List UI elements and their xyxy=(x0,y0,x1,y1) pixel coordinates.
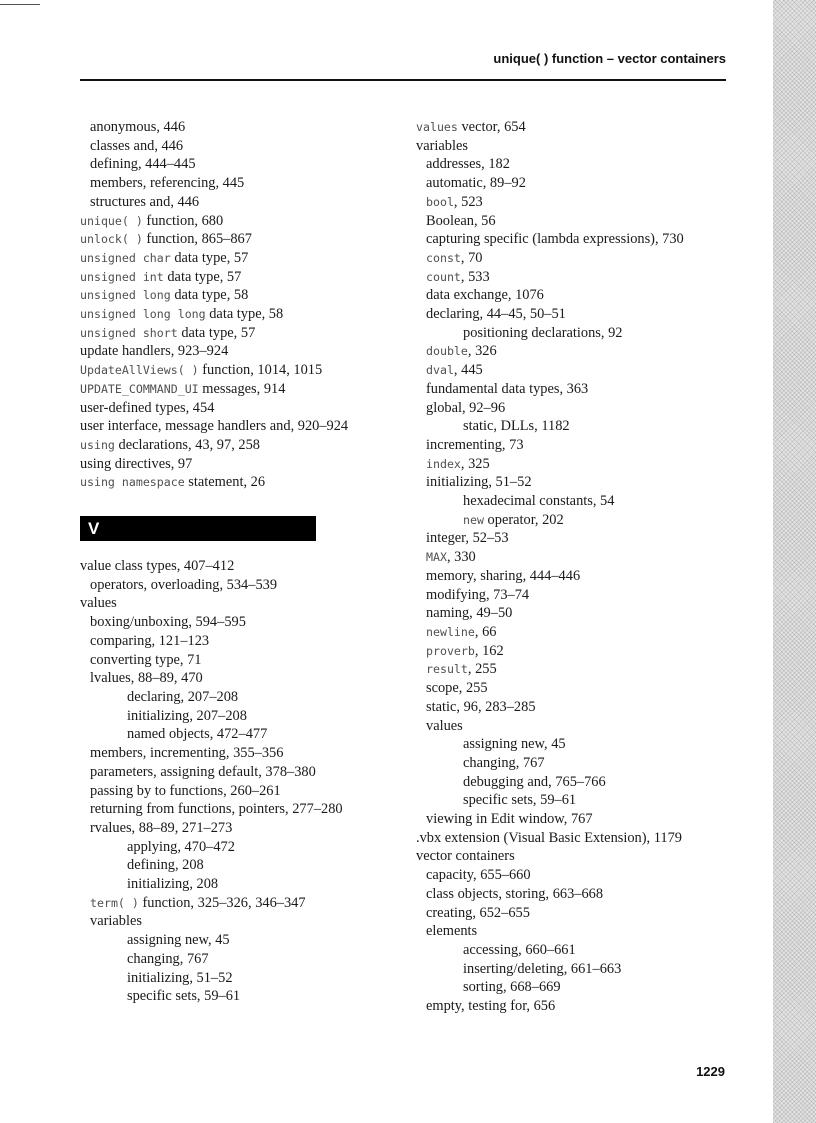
entry-text: user interface, message handlers and, 920–924 xyxy=(80,418,349,435)
index-entry xyxy=(416,922,766,941)
index-entry xyxy=(80,399,385,418)
index-entry xyxy=(80,557,385,576)
code-term: unsigned long long xyxy=(80,307,206,322)
index-entry xyxy=(80,417,385,436)
entry-text: declaring, 207–208 xyxy=(127,688,239,705)
entry-text: user-defined types, 454 xyxy=(80,399,215,416)
entry-text: boxing/unboxing, 594–595 xyxy=(90,614,246,631)
entry-text: data type, 58 xyxy=(170,287,249,304)
code-term: new xyxy=(463,512,484,527)
entry-text: operator, 202 xyxy=(483,511,564,528)
entry-text: .vbx extension (Visual Basic Extension), 1179 xyxy=(416,829,682,846)
index-entry xyxy=(80,782,385,801)
entry-text: initializing, 207–208 xyxy=(127,707,247,724)
section-heading-v: V xyxy=(80,516,316,541)
index-entry xyxy=(80,950,385,969)
running-head: unique( ) function – vector containers xyxy=(493,51,726,66)
entry-text: automatic, 89–92 xyxy=(426,175,526,192)
index-entry xyxy=(416,885,766,904)
entry-text: hexadecimal constants, 54 xyxy=(463,493,615,510)
entry-text: vector containers xyxy=(416,848,515,865)
index-entry xyxy=(80,361,385,380)
entries-section-v xyxy=(80,557,385,1006)
entry-text: addresses, 182 xyxy=(426,156,510,173)
entry-text: viewing in Edit window, 767 xyxy=(426,811,593,828)
code-term: values xyxy=(416,120,458,134)
entry-text: data type, 58 xyxy=(205,306,284,323)
entry-text: specific sets, 59–61 xyxy=(463,792,577,809)
entries-before-section xyxy=(80,118,385,492)
entry-text: operators, overloading, 534–539 xyxy=(90,576,278,593)
entry-text: modifying, 73–74 xyxy=(426,586,530,603)
entry-text: comparing, 121–123 xyxy=(90,632,210,649)
entry-text: classes and, 446 xyxy=(90,137,184,154)
code-term: proverb xyxy=(426,643,475,658)
entry-text: scope, 255 xyxy=(426,680,488,697)
entry-text: values xyxy=(426,717,463,734)
index-entry xyxy=(416,268,766,287)
code-term: unlock( ) xyxy=(80,232,143,247)
entry-text: positioning declarations, 92 xyxy=(463,324,623,341)
entry-text: memory, sharing, 444–446 xyxy=(426,567,581,584)
entry-text: naming, 49–50 xyxy=(426,605,513,622)
code-term: newline xyxy=(426,624,475,639)
entry-text: , 162 xyxy=(474,642,504,659)
entry-text: defining, 208 xyxy=(127,857,204,874)
index-entry xyxy=(80,249,385,268)
entry-text: empty, testing for, 656 xyxy=(426,998,556,1015)
index-entry xyxy=(416,978,766,997)
entry-text: static, 96, 283–285 xyxy=(426,698,536,715)
index-entry xyxy=(416,342,766,361)
index-entry xyxy=(80,688,385,707)
index-entry xyxy=(80,118,385,137)
entry-text: using directives, 97 xyxy=(80,455,193,472)
entry-text: function, 1014, 1015 xyxy=(198,362,323,379)
index-entry xyxy=(416,717,766,736)
index-entry xyxy=(80,912,385,931)
index-entry xyxy=(416,492,766,511)
index-entry xyxy=(80,473,385,492)
header-rule xyxy=(80,79,726,81)
index-entry xyxy=(80,725,385,744)
index-entry xyxy=(416,324,766,343)
code-term: unsigned char xyxy=(80,250,171,265)
index-column-right xyxy=(416,118,766,1016)
index-entry xyxy=(80,800,385,819)
entry-text: returning from functions, pointers, 277–280 xyxy=(90,801,343,818)
index-entry xyxy=(416,249,766,268)
entry-text: elements xyxy=(426,923,478,940)
index-entry xyxy=(80,380,385,399)
entry-text: changing, 767 xyxy=(463,754,545,771)
index-entry xyxy=(80,651,385,670)
index-entry xyxy=(416,829,766,848)
entry-text: members, incrementing, 355–356 xyxy=(90,745,284,762)
index-entry xyxy=(416,810,766,829)
index-entry xyxy=(80,613,385,632)
index-entry xyxy=(416,679,766,698)
entry-text: defining, 444–445 xyxy=(90,156,196,173)
code-term: MAX xyxy=(426,550,447,565)
index-entry xyxy=(416,586,766,605)
index-entry xyxy=(416,118,766,137)
index-entry xyxy=(80,632,385,651)
index-entry xyxy=(416,847,766,866)
index-entry xyxy=(416,212,766,231)
entry-text: assigning new, 45 xyxy=(463,736,566,753)
index-entry xyxy=(416,230,766,249)
entry-text: specific sets, 59–61 xyxy=(127,988,241,1005)
code-term: bool xyxy=(426,194,454,209)
entry-text: data type, 57 xyxy=(170,249,249,266)
entry-text: data type, 57 xyxy=(163,268,242,285)
entry-text: fundamental data types, 363 xyxy=(426,380,589,397)
index-entry xyxy=(80,875,385,894)
index-entry xyxy=(80,268,385,287)
index-entry xyxy=(80,669,385,688)
entry-text: applying, 470–472 xyxy=(127,838,235,855)
code-term: unique( ) xyxy=(80,213,143,228)
corner-crop-mark xyxy=(0,4,40,5)
index-entry xyxy=(80,594,385,613)
code-term: index xyxy=(426,456,461,471)
entry-text: , 325 xyxy=(460,455,490,472)
entry-text: changing, 767 xyxy=(127,950,209,967)
entry-text: incrementing, 73 xyxy=(426,436,524,453)
entry-text: vector, 654 xyxy=(457,119,526,135)
entry-text: static, DLLs, 1182 xyxy=(463,418,570,435)
index-entry xyxy=(80,763,385,782)
entry-text: structures and, 446 xyxy=(90,193,200,210)
entry-text: named objects, 472–477 xyxy=(127,726,268,743)
entry-text: function, 680 xyxy=(142,212,224,229)
entry-text: values xyxy=(80,595,117,612)
entry-text: converting type, 71 xyxy=(90,651,202,668)
code-term: using xyxy=(80,437,115,452)
index-entry xyxy=(80,838,385,857)
index-entry xyxy=(80,931,385,950)
index-entry xyxy=(416,305,766,324)
index-entry xyxy=(80,455,385,474)
index-entry xyxy=(416,904,766,923)
code-term: unsigned long xyxy=(80,288,171,303)
entry-text: global, 92–96 xyxy=(426,399,506,416)
index-entry xyxy=(80,305,385,324)
entry-text: , 330 xyxy=(446,549,476,566)
entry-text: debugging and, 765–766 xyxy=(463,773,606,790)
code-term: result xyxy=(426,662,468,677)
index-entry xyxy=(416,455,766,474)
entry-text: rvalues, 88–89, 271–273 xyxy=(90,819,233,836)
entries-right xyxy=(416,118,766,1016)
entry-text: passing by to functions, 260–261 xyxy=(90,782,281,799)
index-entry xyxy=(80,744,385,763)
index-entry xyxy=(416,361,766,380)
index-entry xyxy=(416,997,766,1016)
index-entry xyxy=(416,735,766,754)
entry-text: , 445 xyxy=(453,362,483,379)
index-entry xyxy=(416,866,766,885)
entry-text: members, referencing, 445 xyxy=(90,175,245,192)
entry-text: class objects, storing, 663–668 xyxy=(426,885,604,902)
index-entry xyxy=(416,773,766,792)
code-term: unsigned short xyxy=(80,325,178,340)
entry-text: integer, 52–53 xyxy=(426,530,509,547)
code-term: dval xyxy=(426,363,454,378)
index-entry xyxy=(416,286,766,305)
index-entry xyxy=(416,548,766,567)
index-entry xyxy=(416,529,766,548)
index-entry xyxy=(416,399,766,418)
index-entry xyxy=(416,193,766,212)
entry-text: update handlers, 923–924 xyxy=(80,343,229,360)
entry-text: creating, 652–655 xyxy=(426,904,530,921)
index-entry xyxy=(80,894,385,913)
index-entry xyxy=(416,941,766,960)
entry-text: function, 325–326, 346–347 xyxy=(138,894,306,911)
entry-text: declarations, 43, 97, 258 xyxy=(114,436,260,453)
index-entry xyxy=(416,380,766,399)
entry-text: function, 865–867 xyxy=(142,231,252,248)
entry-text: initializing, 51–52 xyxy=(127,969,233,986)
index-entry xyxy=(80,212,385,231)
index-entry xyxy=(80,987,385,1006)
index-entry xyxy=(416,754,766,773)
code-term: UPDATE_COMMAND_UI xyxy=(80,381,199,396)
entry-text: statement, 26 xyxy=(184,474,266,491)
index-entry xyxy=(80,819,385,838)
code-term: const xyxy=(426,250,461,265)
index-entry xyxy=(416,642,766,661)
entry-text: initializing, 51–52 xyxy=(426,474,532,491)
index-entry xyxy=(80,969,385,988)
entry-text: accessing, 660–661 xyxy=(463,941,576,958)
index-entry xyxy=(80,193,385,212)
index-entry xyxy=(416,698,766,717)
index-entry xyxy=(80,155,385,174)
index-column-left xyxy=(80,118,385,1006)
index-entry xyxy=(416,155,766,174)
index-entry xyxy=(416,473,766,492)
entry-text: initializing, 208 xyxy=(127,876,219,893)
index-entry xyxy=(416,791,766,810)
entry-text: variables xyxy=(90,913,142,930)
index-entry xyxy=(416,604,766,623)
entry-text: data exchange, 1076 xyxy=(426,287,544,304)
index-entry xyxy=(416,623,766,642)
entry-text: sorting, 668–669 xyxy=(463,979,561,996)
entry-text: inserting/deleting, 661–663 xyxy=(463,960,622,977)
entry-text: Boolean, 56 xyxy=(426,212,496,229)
index-entry xyxy=(80,576,385,595)
entry-text: declaring, 44–45, 50–51 xyxy=(426,306,566,323)
entry-text: data type, 57 xyxy=(177,324,256,341)
index-entry xyxy=(80,230,385,249)
code-term: UpdateAllViews( ) xyxy=(80,363,199,378)
index-entry xyxy=(416,567,766,586)
entry-text: messages, 914 xyxy=(198,380,286,397)
entry-text: parameters, assigning default, 378–380 xyxy=(90,763,316,780)
code-term: count xyxy=(426,269,461,284)
index-entry xyxy=(416,960,766,979)
index-entry xyxy=(80,856,385,875)
index-entry xyxy=(416,436,766,455)
index-entry xyxy=(80,707,385,726)
entry-text: variables xyxy=(416,137,468,154)
entry-text: assigning new, 45 xyxy=(127,932,230,949)
entry-text: value class types, 407–412 xyxy=(80,558,235,575)
code-term: double xyxy=(426,344,468,359)
entry-text: anonymous, 446 xyxy=(90,119,186,135)
code-term: using namespace xyxy=(80,475,185,490)
index-entry xyxy=(80,436,385,455)
entry-text: capacity, 655–660 xyxy=(426,867,531,884)
index-entry xyxy=(416,174,766,193)
index-entry xyxy=(80,286,385,305)
index-entry xyxy=(80,137,385,156)
index-entry xyxy=(416,137,766,156)
entry-text: , 523 xyxy=(453,193,483,210)
index-entry xyxy=(416,417,766,436)
index-entry xyxy=(416,660,766,679)
entry-text: , 255 xyxy=(467,661,497,678)
entry-text: lvalues, 88–89, 470 xyxy=(90,670,203,687)
code-term: unsigned int xyxy=(80,269,164,284)
entry-text: , 533 xyxy=(460,268,490,285)
page-edge-strip xyxy=(773,0,816,1123)
page-number: 1229 xyxy=(696,1064,725,1079)
entry-text: , 326 xyxy=(467,343,497,360)
index-entry xyxy=(416,511,766,530)
index-entry xyxy=(80,342,385,361)
index-entry xyxy=(80,324,385,343)
entry-text: capturing specific (lambda expressions), 730 xyxy=(426,231,684,248)
entry-text: , 66 xyxy=(474,623,497,640)
entry-text: , 70 xyxy=(460,249,483,266)
index-entry xyxy=(80,174,385,193)
code-term: term( ) xyxy=(90,895,139,910)
